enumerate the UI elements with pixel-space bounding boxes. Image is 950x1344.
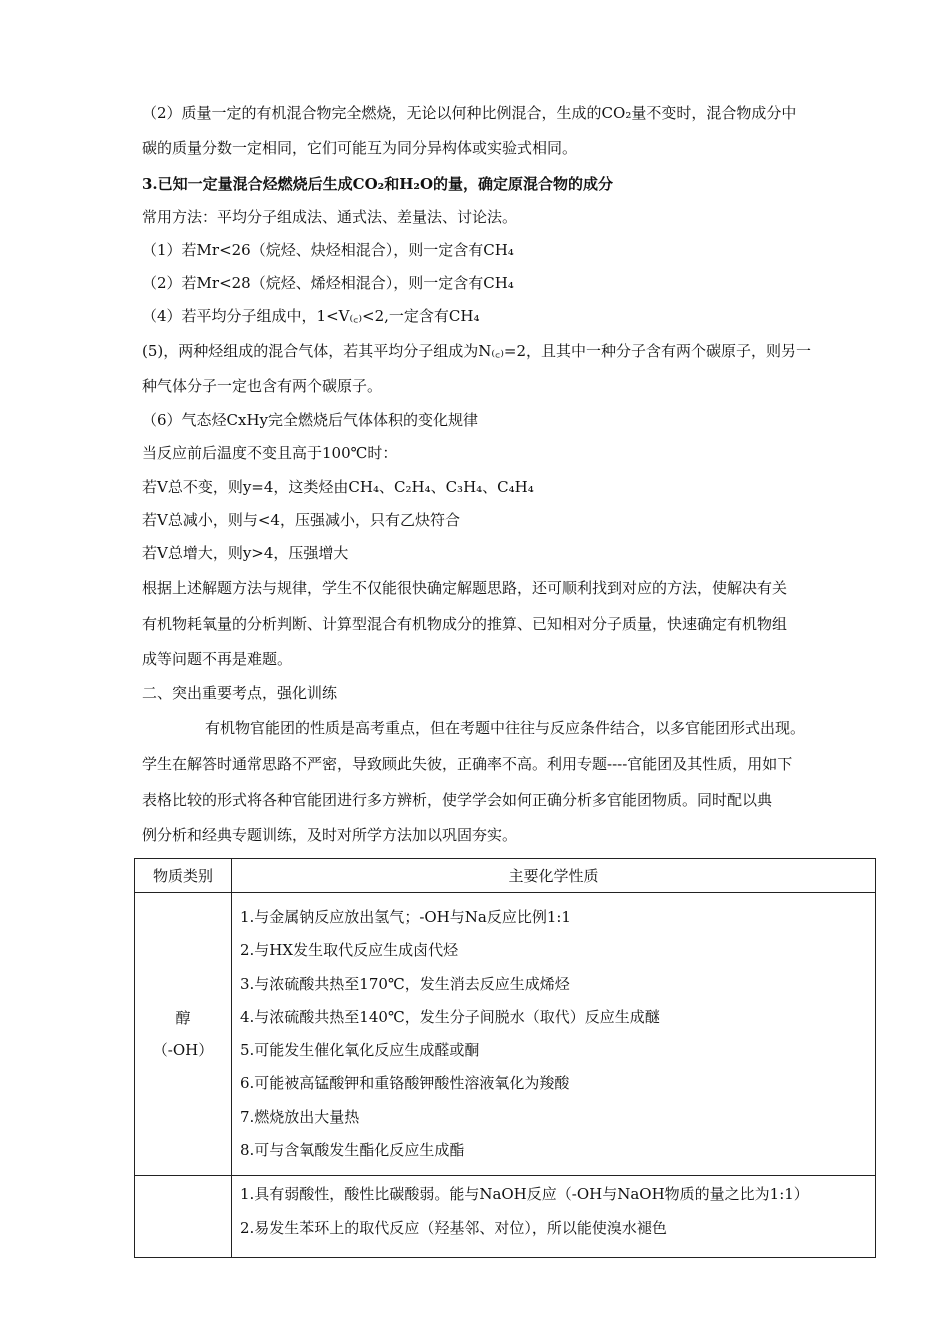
paragraph-line: 根据上述解题方法与规律，学生不仅能很快确定解题思路，还可顺利找到对应的方法，使解决有关 <box>142 579 788 597</box>
header-category: 物质类别 <box>135 859 232 893</box>
category-cell-phenol <box>135 1176 232 1258</box>
rule-line: 若V总不变，则y=4，这类烃由CH₄、C₂H₄、C₃H₄、C₄H₄ <box>142 478 534 496</box>
category-cell-alcohol <box>135 893 232 1176</box>
property-item: 1.与金属钠反应放出氢气；-OH与Na反应比例1:1 <box>240 908 571 926</box>
category-group: （-OH） <box>152 1041 214 1060</box>
functional-group-table <box>134 858 876 1258</box>
rule-line: 种气体分子一定也含有两个碳原子。 <box>142 377 383 395</box>
property-item: 2.易发生苯环上的取代反应（羟基邻、对位），所以能使溴水褪色 <box>240 1218 667 1237</box>
property-item: 7.燃烧放出大量热 <box>240 1107 360 1126</box>
property-item: 6.可能被高锰酸钾和重铬酸钾酸性溶液氧化为羧酸 <box>240 1074 570 1093</box>
properties-cell-alcohol <box>232 893 876 1176</box>
rule-line: （4）若平均分子组成中，1<V₍꜀₎<2,一定含有CH₄ <box>142 307 480 325</box>
rule-line: （6）气态烃CxHy完全燃烧后气体体积的变化规律 <box>142 411 479 429</box>
table-row-alcohol <box>135 893 876 1176</box>
rule-line: 若V总减小，则与<4，压强减小，只有乙炔符合 <box>142 511 460 529</box>
properties-cell-phenol <box>232 1176 876 1258</box>
section-heading: 二、突出重要考点，强化训练 <box>142 684 338 702</box>
property-item: 1.具有弱酸性，酸性比碳酸弱。能与NaOH反应（-OH与NaOH物质的量之比为1:1） <box>240 1185 809 1204</box>
property-item: 3.与浓硫酸共热至170℃，发生消去反应生成烯烃 <box>240 974 570 993</box>
paragraph-line: （2）质量一定的有机混合物完全燃烧，无论以何种比例混合，生成的CO₂量不变时，混合物成分中 <box>142 104 797 122</box>
paragraph-line: 有机物官能团的性质是高考重点，但在考题中往往与反应条件结合，以多官能团形式出现。 <box>205 719 806 737</box>
rule-line: （1）若Mr<26（烷烃、炔烃相混合），则一定含有CH₄ <box>142 241 514 259</box>
category-name: 醇 <box>175 1009 191 1028</box>
header-properties: 主要化学性质 <box>232 859 876 893</box>
paragraph-line: 当反应前后温度不变且高于100℃时： <box>142 444 398 462</box>
rule-line: （2）若Mr<28（烷烃、烯烃相混合），则一定含有CH₄ <box>142 274 514 292</box>
paragraph-line: 例分析和经典专题训练，及时对所学方法加以巩固夯实。 <box>142 826 518 844</box>
table-row-phenol <box>135 1176 876 1258</box>
paragraph-line: 常用方法：平均分子组成法、通式法、差量法、讨论法。 <box>142 208 518 226</box>
paragraph-line: 表格比较的形式将各种官能团进行多方辨析，使学学会如何正确分析多官能团物质。同时配以典 <box>142 791 773 809</box>
property-item: 4.与浓硫酸共热至140℃，发生分子间脱水（取代）反应生成醚 <box>240 1007 660 1026</box>
property-item: 2.与HX发生取代反应生成卤代烃 <box>240 941 459 960</box>
property-item: 5.可能发生催化氧化反应生成醛或酮 <box>240 1041 480 1060</box>
section-heading: 3.已知一定量混合烃燃烧后生成CO₂和H₂O的量，确定原混合物的成分 <box>142 175 614 193</box>
property-item: 8.可与含氧酸发生酯化反应生成酯 <box>240 1141 465 1160</box>
paragraph-line: 有机物耗氧量的分析判断、计算型混合有机物成分的推算、已知相对分子质量，快速确定有机物组 <box>142 615 788 633</box>
paragraph-line: 学生在解答时通常思路不严密，导致顾此失彼，正确率不高。利用专题----官能团及其性质，用如下 <box>142 755 793 773</box>
rule-line: 若V总增大，则y>4，压强增大 <box>142 544 349 562</box>
table-header-row <box>135 859 876 893</box>
rule-line: (5)，两种烃组成的混合气体，若其平均分子组成为N₍꜀₎=2，且其中一种分子含有两个碳原子，则另一 <box>142 342 812 360</box>
paragraph-line: 成等问题不再是难题。 <box>142 650 293 668</box>
paragraph-line: 碳的质量分数一定相同，它们可能互为同分异构体或实验式相同。 <box>142 139 578 157</box>
